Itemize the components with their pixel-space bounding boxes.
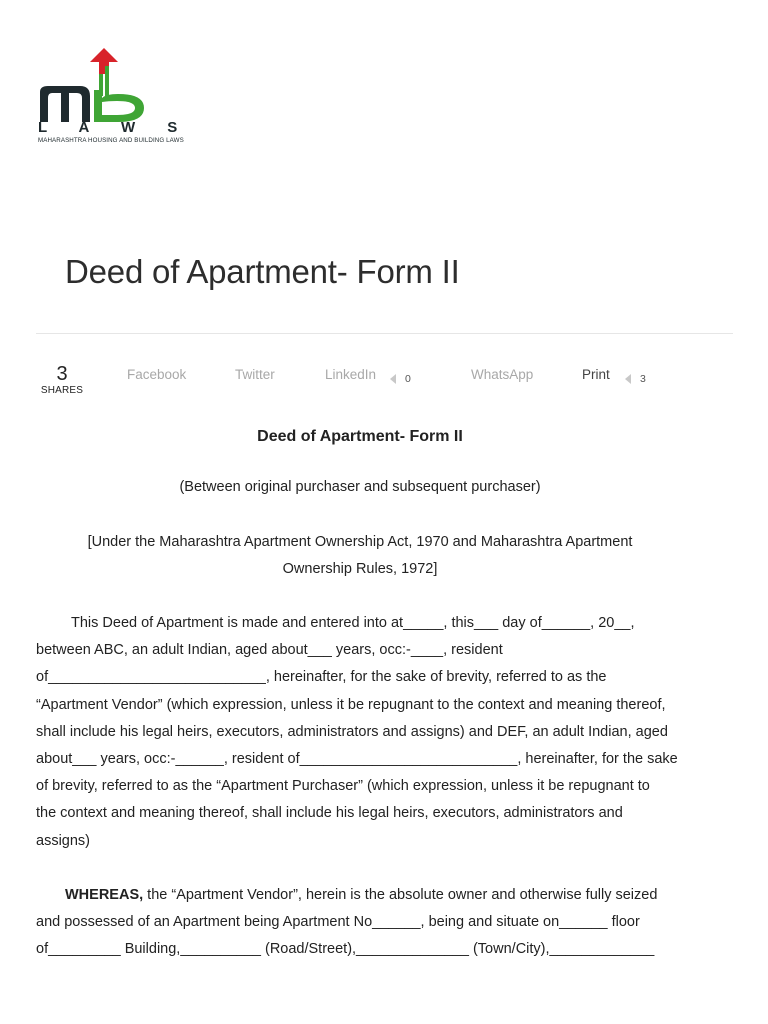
page-title: Deed of Apartment- Form II [65,253,460,290]
print-share-count [625,372,646,386]
paragraph-line: of_________ Building,__________ (Road/Street),______________ (Town/City),_____________ [36,941,655,958]
share-twitter-button[interactable]: Twitter [235,367,275,382]
print-count-value: 3 [640,373,646,385]
logo-word: L A W S [38,119,192,136]
share-facebook-button[interactable]: Facebook [127,367,187,382]
paragraph-line: assigns) [36,832,90,849]
logo-tagline: MAHARASHTRA HOUSING AND BUILDING LAWS [38,137,184,144]
act-reference [36,529,684,583]
paragraph-line: shall include his legal heirs, executors, administrators and assigns) and DEF, an adult Indian, aged [36,723,668,740]
act-reference-line1: [Under the Maharashtra Apartment Ownership Act, 1970 and Maharashtra Apartment [87,534,633,550]
paragraph-line: of___________________________, hereinafter, for the sake of brevity, referred to as the [36,669,607,686]
paragraph-line: about___ years, occ:-______, resident of___________________________, hereinafter, for the sake [36,751,678,768]
deed-opening-paragraph [36,610,684,855]
paragraph-line: the “Apartment Vendor”, herein is the absolute owner and otherwise fully seized [143,886,658,903]
paragraph-line: This Deed of Apartment is made and entered into at_____, this___ day of______, 20__, [71,615,635,631]
act-reference-line2: Ownership Rules, 1972] [282,561,438,577]
count-pointer-icon [625,374,631,384]
paragraph-line: and possessed of an Apartment being Apartment No______, being and situate on______ floor [36,914,640,931]
title-divider [36,333,733,334]
site-logo[interactable] [38,44,218,148]
share-count-label: SHARES [40,385,84,396]
linkedin-share-count [390,372,411,386]
print-button[interactable]: Print [582,367,610,382]
document-heading: Deed of Apartment- Form II [257,428,463,445]
paragraph-line: of brevity, referred to as the “Apartment Purchaser” (which expression, unless it be repugnant to [36,778,650,795]
share-count-number: 3 [56,363,68,385]
article-content [36,420,684,963]
share-linkedin-button[interactable]: LinkedIn [325,367,377,382]
share-whatsapp-button[interactable]: WhatsApp [471,367,534,382]
linkedin-count-value: 0 [405,373,411,385]
paragraph-line: between ABC, an adult Indian, aged about___ years, occ:-____, resident [36,642,503,659]
paragraph-line: the context and meaning thereof, shall include his legal heirs, executors, administrators and [36,805,623,822]
whereas-paragraph [36,882,684,964]
logo-mark [38,44,218,122]
count-pointer-icon [390,374,396,384]
paragraph-line: “Apartment Vendor” (which expression, unless it be repugnant to the context and meaning thereof, [36,696,666,713]
share-count [36,363,88,397]
whereas-label: WHEREAS, [65,886,144,903]
document-subheading: (Between original purchaser and subsequent purchaser) [179,479,541,495]
